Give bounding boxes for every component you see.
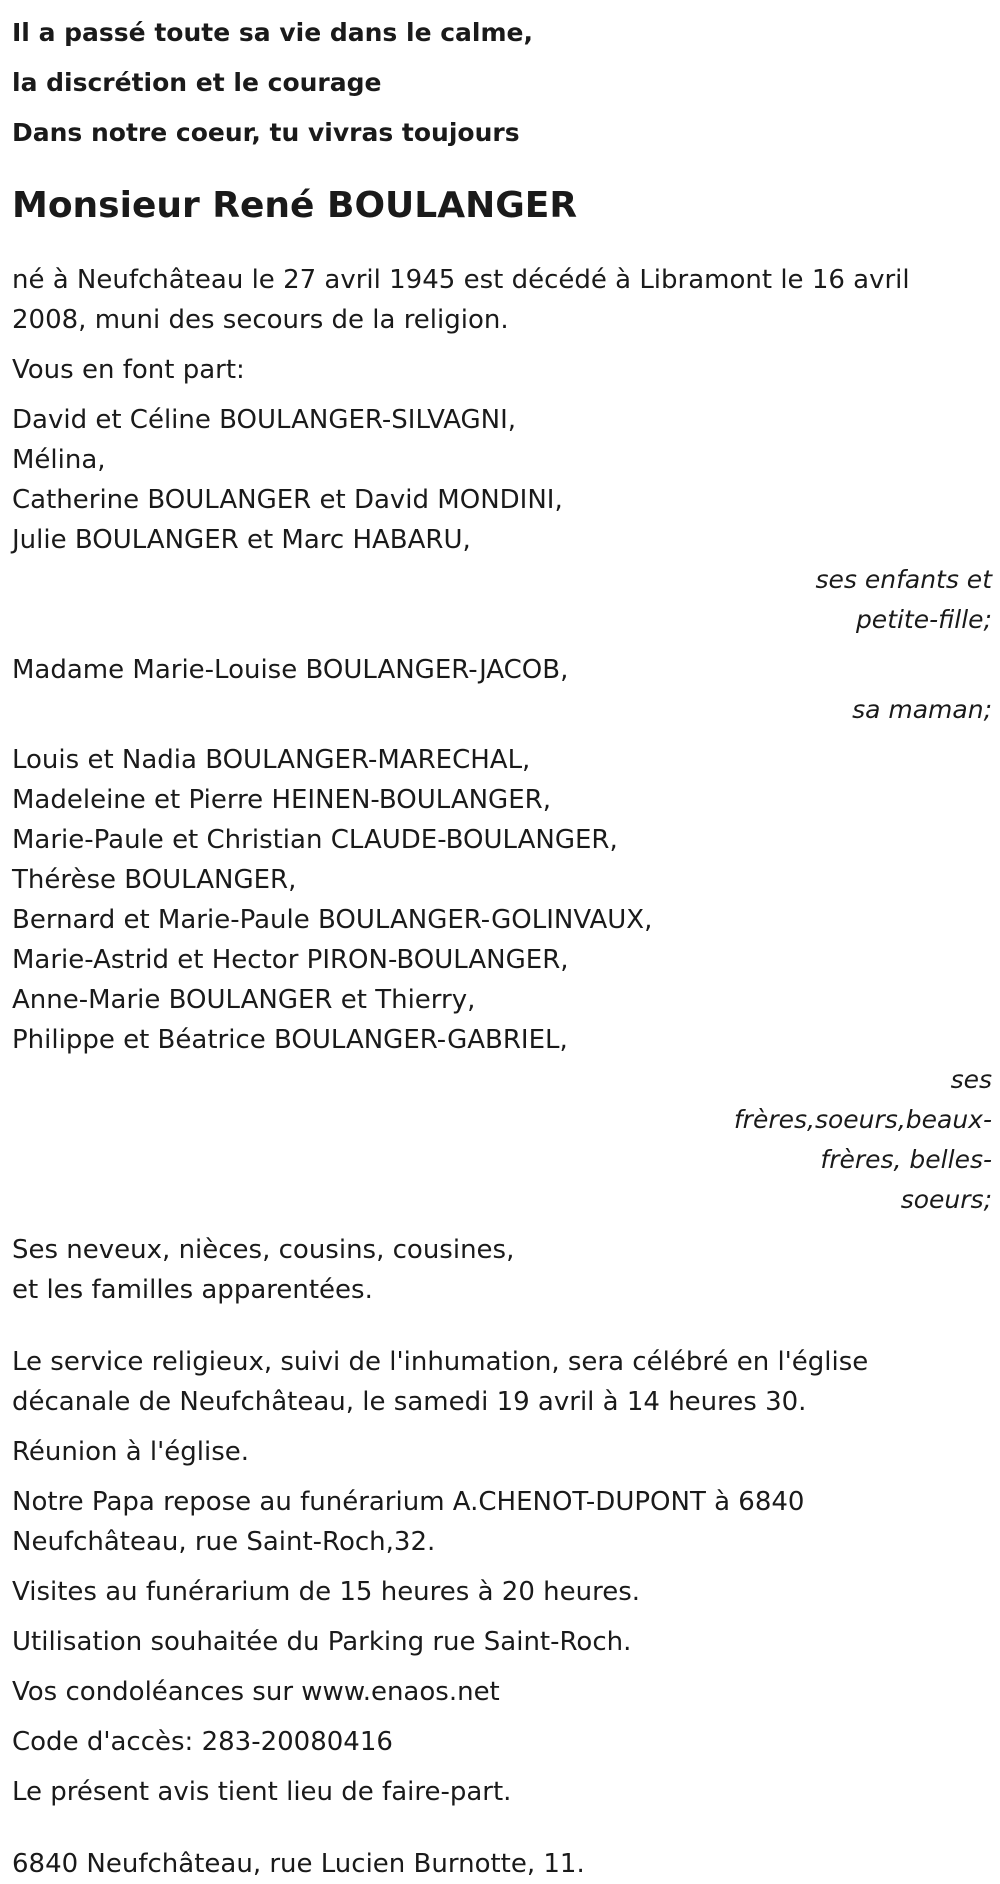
funeral-home-text: Notre Papa repose au funérarium A.CHENOT-DUPONT à 6840 Neufchâteau, rue Saint-Roch,32. bbox=[12, 1487, 805, 1557]
family-member: Julie BOULANGER et Marc HABARU, bbox=[12, 525, 471, 555]
relationship-label: sa maman; bbox=[852, 695, 992, 724]
family-member: Thérèse BOULANGER, bbox=[12, 865, 297, 895]
visits-text: Visites au funérarium de 15 heures à 20 heures. bbox=[12, 1577, 641, 1607]
obituary-notice bbox=[12, 0, 992, 1884]
family-member: Mélina, bbox=[12, 445, 106, 475]
extended-family-line: et les familles apparentées. bbox=[12, 1275, 373, 1305]
family-member: Bernard et Marie-Paule BOULANGER-GOLINVAUX, bbox=[12, 905, 653, 935]
family-member: Catherine BOULANGER et David MONDINI, bbox=[12, 485, 563, 515]
family-member: Anne-Marie BOULANGER et Thierry, bbox=[12, 985, 476, 1015]
extended-family bbox=[12, 1230, 992, 1310]
condolences-text: Vos condoléances sur www.enaos.net bbox=[12, 1677, 500, 1707]
family-group-siblings bbox=[12, 740, 992, 1220]
family-group-mother bbox=[12, 650, 992, 730]
names-list bbox=[12, 740, 992, 1060]
family-member: Marie-Astrid et Hector PIRON-BOULANGER, bbox=[12, 945, 569, 975]
notice-text: Le présent avis tient lieu de faire-part. bbox=[12, 1777, 512, 1807]
epitaph-line: la discrétion et le courage bbox=[12, 68, 382, 97]
family-member: Madeleine et Pierre HEINEN-BOULANGER, bbox=[12, 785, 551, 815]
names-list bbox=[12, 400, 992, 560]
announce-text: Vous en font part: bbox=[12, 355, 245, 385]
meeting-text: Réunion à l'église. bbox=[12, 1437, 250, 1467]
epitaph bbox=[12, 0, 992, 158]
epitaph-line: Il a passé toute sa vie dans le calme, bbox=[12, 18, 533, 47]
intro-text: né à Neufchâteau le 27 avril 1945 est décédé à Libramont le 16 avril 2008, muni des secours de la religion. bbox=[12, 265, 910, 335]
address-text: 6840 Neufchâteau, rue Lucien Burnotte, 11. bbox=[12, 1849, 585, 1879]
family-member: Madame Marie-Louise BOULANGER-JACOB, bbox=[12, 655, 569, 685]
extended-family-line: Ses neveux, nièces, cousins, cousines, bbox=[12, 1235, 515, 1265]
relationship-label: ses frères,soeurs,beaux-frères, belles-soeurs; bbox=[733, 1065, 992, 1214]
names-list bbox=[12, 650, 992, 690]
parking-text: Utilisation souhaitée du Parking rue Saint-Roch. bbox=[12, 1627, 632, 1657]
access-code-text: Code d'accès: 283-20080416 bbox=[12, 1727, 393, 1757]
family-group-children bbox=[12, 400, 992, 640]
epitaph-line: Dans notre coeur, tu vivras toujours bbox=[12, 118, 520, 147]
service-text: Le service religieux, suivi de l'inhumation, sera célébré en l'église décanale de Neufchâteau, le samedi 19 avril à 14 heures 30. bbox=[12, 1347, 869, 1417]
family-member: Marie-Paule et Christian CLAUDE-BOULANGER, bbox=[12, 825, 618, 855]
family-member: Philippe et Béatrice BOULANGER-GABRIEL, bbox=[12, 1025, 568, 1055]
family-member: Louis et Nadia BOULANGER-MARECHAL, bbox=[12, 745, 531, 775]
relationship-label: ses enfants et petite-fille; bbox=[815, 565, 992, 634]
family-member: David et Céline BOULANGER-SILVAGNI, bbox=[12, 405, 517, 435]
deceased-name: Monsieur René BOULANGER bbox=[12, 185, 578, 226]
